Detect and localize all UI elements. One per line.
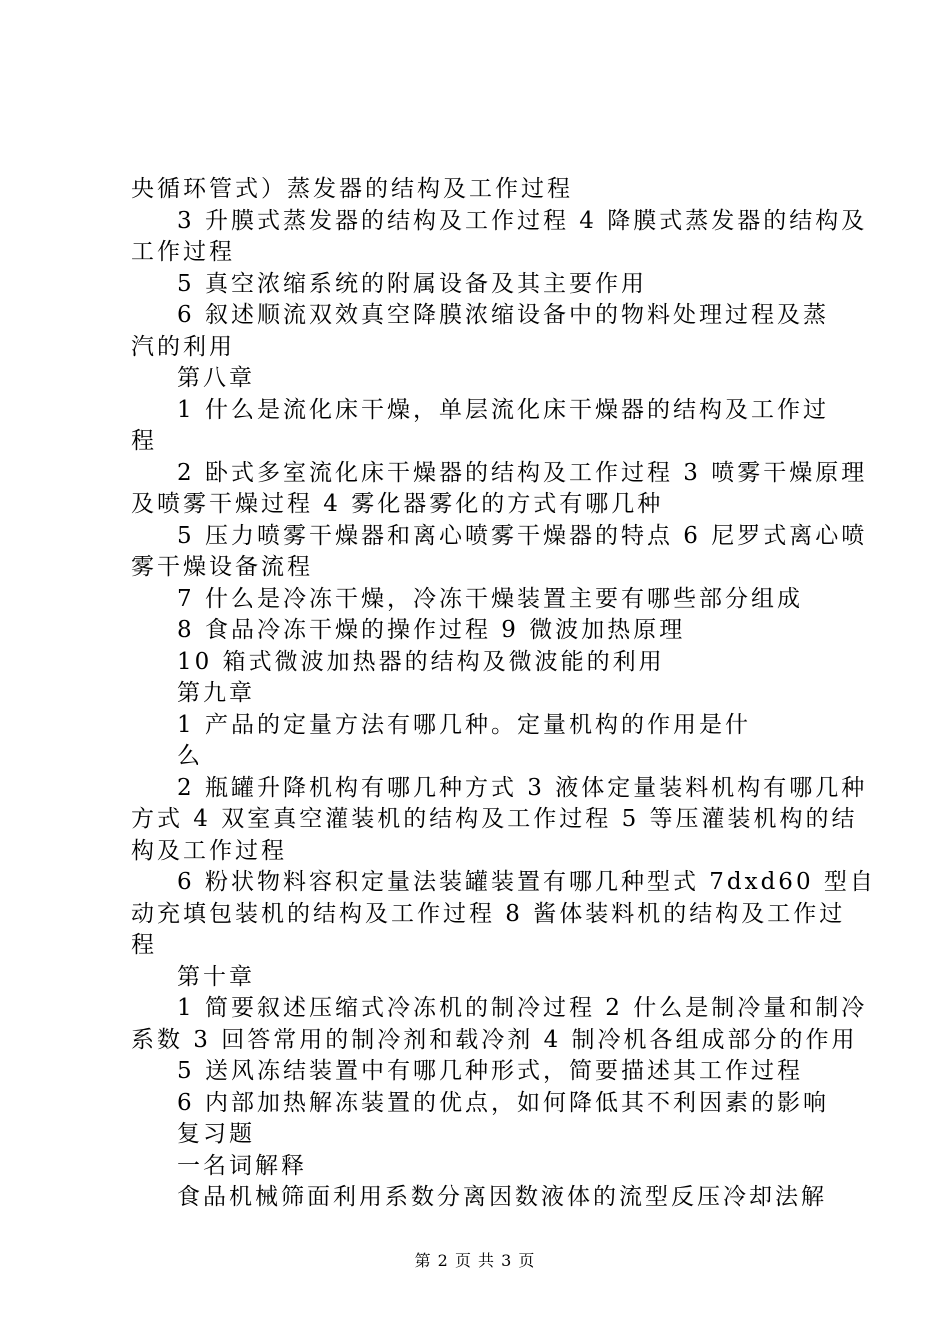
chapter-heading: 第九章 bbox=[177, 680, 255, 706]
text-line: 6 粉状物料容积定量法装罐装置有哪几种型式 7dxd60 型自 bbox=[177, 869, 876, 895]
text-line: 6 内部加热解冻装置的优点，如何降低其不利因素的影响 bbox=[177, 1089, 829, 1116]
text-line: 及喷雾干燥过程 4 雾化器雾化的方式有哪几种 bbox=[131, 491, 664, 517]
text-line: 程 bbox=[131, 932, 157, 958]
text-line: 1 产品的定量方法有哪几种。定量机构的作用是什 bbox=[177, 711, 751, 738]
text-line: 工作过程 bbox=[131, 239, 235, 265]
text-line: 5 压力喷雾干燥器和离心喷雾干燥器的特点 6 尼罗式离心喷 bbox=[177, 522, 868, 549]
text-line: 10 箱式微波加热器的结构及微波能的利用 bbox=[177, 648, 665, 675]
text-line: 5 真空浓缩系统的附属设备及其主要作用 bbox=[177, 270, 647, 297]
text-line: 雾干燥设备流程 bbox=[131, 554, 313, 580]
text-line: 5 送风冻结装置中有哪几种形式，简要描述其工作过程 bbox=[177, 1058, 803, 1084]
page-footer: 第 2 页 共 3 页 bbox=[414, 1251, 536, 1270]
text-line: 么 bbox=[177, 743, 203, 769]
text-line: 2 卧式多室流化床干燥器的结构及工作过程 3 喷雾干燥原理 bbox=[177, 459, 868, 486]
text-line: 动充填包装机的结构及工作过程 8 酱体装料机的结构及工作过 bbox=[131, 900, 846, 927]
section-heading: 一名词解释 bbox=[177, 1152, 307, 1179]
chapter-heading: 第十章 bbox=[177, 963, 255, 990]
text-line: 央循环管式）蒸发器的结构及工作过程 bbox=[131, 176, 573, 202]
text-line: 程 bbox=[131, 428, 157, 454]
text-line: 6 叙述顺流双效真空降膜浓缩设备中的物料处理过程及蒸 bbox=[177, 302, 829, 328]
text-line: 汽的利用 bbox=[131, 333, 235, 360]
text-line: 方式 4 双室真空灌装机的结构及工作过程 5 等压灌装机构的结 bbox=[131, 806, 858, 832]
chapter-heading: 第八章 bbox=[177, 365, 255, 391]
text-line: 1 简要叙述压缩式冷冻机的制冷过程 2 什么是制冷量和制冷 bbox=[177, 995, 868, 1021]
document-body bbox=[131, 174, 876, 1214]
text-line: 8 食品冷冻干燥的操作过程 9 微波加热原理 bbox=[177, 617, 686, 643]
text-line: 系数 3 回答常用的制冷剂和载冷剂 4 制冷机各组成部分的作用 bbox=[131, 1026, 858, 1053]
section-heading: 复习题 bbox=[177, 1121, 255, 1147]
text-line: 食品机械筛面利用系数分离因数液体的流型反压冷却法解 bbox=[177, 1184, 827, 1210]
text-line: 1 什么是流化床干燥，单层流化床干燥器的结构及工作过 bbox=[177, 396, 829, 423]
text-line: 7 什么是冷冻干燥，冷冻干燥装置主要有哪些部分组成 bbox=[177, 585, 803, 612]
text-line: 构及工作过程 bbox=[131, 837, 287, 864]
text-line: 2 瓶罐升降机构有哪几种方式 3 液体定量装料机构有哪几种 bbox=[177, 774, 868, 801]
text-line: 3 升膜式蒸发器的结构及工作过程 4 降膜式蒸发器的结构及 bbox=[177, 207, 868, 234]
